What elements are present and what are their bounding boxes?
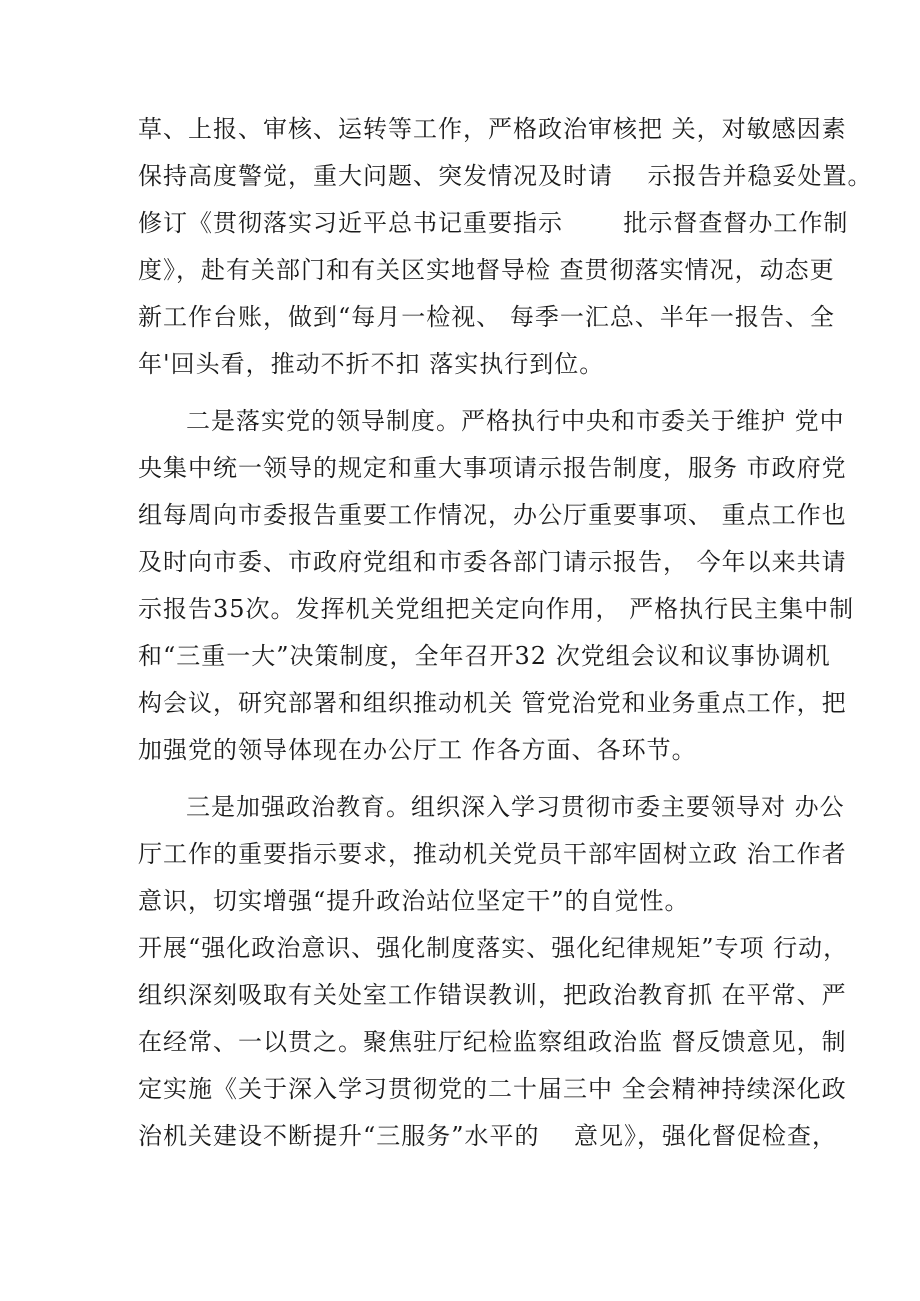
- paragraph-2-line-7: 构会议，研究部署和组织推动机关 管党治党和业务重点工作，把: [138, 689, 847, 717]
- paragraph-3-line-7: 定实施《关于深入学习贯彻党的二十届三中 全会精神持续深化政: [138, 1075, 847, 1103]
- paragraph-3-line-3: 意识，切实增强“提升政治站位坚定干”的自觉性。: [138, 887, 690, 915]
- text-line-5: 新工作台账，做到“每月一检视、 每季一汇总、半年一报告、全: [138, 303, 835, 331]
- paragraph-2-line-3: 组每周向市委报告重要工作情况，办公厅重要事项、 重点工作也: [138, 501, 847, 529]
- paragraph-3-line-4: 开展“强化政治意识、强化制度落实、强化纪律规矩”专项 行动，: [138, 934, 849, 962]
- paragraph-3-line-2: 厅工作的重要指示要求，推动机关党员干部牢固树立政 治工作者: [138, 840, 847, 868]
- text-line-6: 年'回头看，推动不折不扣 落实执行到位。: [138, 350, 605, 378]
- paragraph-2-line-6: 和“三重一大”决策制度，全年召开32 次党组会议和议事协调机: [138, 642, 831, 670]
- text-line-1: 草、上报、审核、运转等工作，严格政治审核把 关，对敏感因素: [138, 115, 847, 143]
- paragraph-3-line-1: 三是加强政治教育。组织深入学习贯彻市委主要领导对 办公: [186, 793, 845, 821]
- paragraph-2-line-8: 加强党的领导体现在办公厅工 作各方面、各环节。: [138, 736, 697, 764]
- paragraph-2-line-2: 央集中统一领导的规定和重大事项请示报告制度，服务 市政府党: [138, 454, 847, 482]
- text-line-4: 度》，赴有关部门和有关区实地督导检 查贯彻落实情况，动态更: [138, 256, 835, 284]
- paragraph-2-line-1: 二是落实党的领导制度。严格执行中央和市委关于维护 党中: [186, 407, 845, 435]
- paragraph-3-line-8: 治机关建设不断提升“三服务”水平的 意见》，强化督促检查，: [138, 1122, 838, 1150]
- paragraph-2-line-5: 示报告35次。发挥机关党组把关定向作用， 严格执行民主集中制: [138, 595, 855, 623]
- paragraph-3-line-5: 组织深刻吸取有关处室工作错误教训，把政治教育抓 在平常、严: [138, 981, 847, 1009]
- paragraph-2-line-4: 及时向市委、市政府党组和市委各部门请示报告， 今年以来共请: [138, 548, 847, 576]
- paragraph-3-line-6: 在经常、一以贯之。聚焦驻厅纪检监察组政治监 督反馈意见，制: [138, 1028, 847, 1056]
- text-line-2: 保持高度警觉，重大问题、突发情况及时请 示报告并稳妥处置。: [138, 162, 873, 190]
- text-line-3: 修订《贯彻落实习近平总书记重要指示 批示督查督办工作制: [138, 209, 849, 237]
